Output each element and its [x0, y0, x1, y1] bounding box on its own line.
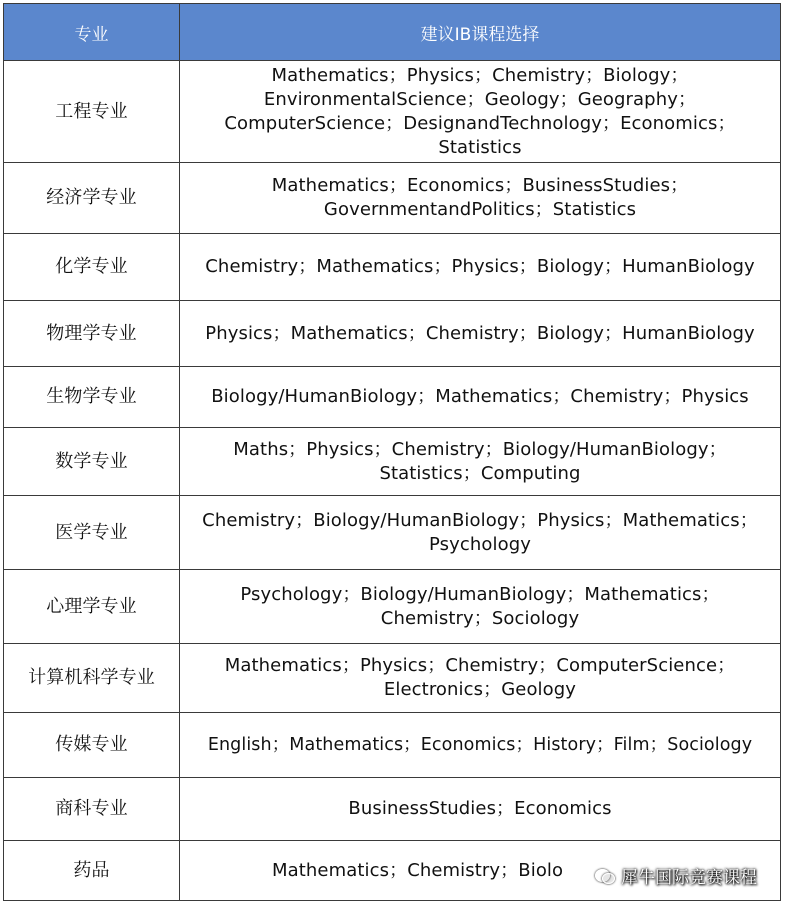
courses-cell: Chemistry；Mathematics；Physics；Biology；HumanBiology [180, 234, 781, 301]
courses-cell: Mathematics；Chemistry；Biolo [180, 841, 781, 901]
table-row [4, 570, 781, 644]
courses-cell: Maths；Physics；Chemistry；Biology/HumanBiology；Statistics；Computing [180, 428, 781, 496]
wechat-icon [595, 867, 615, 885]
table-row [4, 163, 781, 234]
courses-cell: Mathematics；Economics；BusinessStudies；GovernmentandPolitics；Statistics [180, 163, 781, 234]
course-table-container [3, 3, 780, 901]
table-header-row [4, 4, 781, 61]
courses-cell: BusinessStudies；Economics [180, 778, 781, 841]
table-row [4, 301, 781, 367]
major-cell: 心理学专业 [4, 570, 180, 644]
major-cell: 工程专业 [4, 61, 180, 163]
major-cell: 化学专业 [4, 234, 180, 301]
major-cell: 经济学专业 [4, 163, 180, 234]
courses-cell: Mathematics；Physics；Chemistry；ComputerScience；Electronics；Geology [180, 644, 781, 713]
courses-cell: Biology/HumanBiology；Mathematics；Chemistry；Physics [180, 367, 781, 428]
major-cell: 数学专业 [4, 428, 180, 496]
major-cell: 物理学专业 [4, 301, 180, 367]
courses-cell: Mathematics；Physics；Chemistry；Biology；EnvironmentalScience；Geology；Geography；ComputerScience；DesignandTechnology；Economics；Statistics [180, 61, 781, 163]
courses-cell: English；Mathematics；Economics；History；Film；Sociology [180, 713, 781, 778]
watermark [595, 863, 757, 888]
major-cell: 药品 [4, 841, 180, 901]
major-cell: 商科专业 [4, 778, 180, 841]
table-row [4, 778, 781, 841]
courses-cell: Psychology；Biology/HumanBiology；Mathematics；Chemistry；Sociology [180, 570, 781, 644]
table-row [4, 367, 781, 428]
header-courses: 建议IB课程选择 [180, 4, 781, 61]
major-cell: 医学专业 [4, 496, 180, 570]
courses-cell: Chemistry；Biology/HumanBiology；Physics；Mathematics；Psychology [180, 496, 781, 570]
ib-course-table [3, 3, 781, 901]
header-major: 专业 [4, 4, 180, 61]
major-cell: 传媒专业 [4, 713, 180, 778]
table-row [4, 234, 781, 301]
major-cell: 计算机科学专业 [4, 644, 180, 713]
table-row [4, 644, 781, 713]
major-cell: 生物学专业 [4, 367, 180, 428]
table-row [4, 428, 781, 496]
courses-cell: Physics；Mathematics；Chemistry；Biology；HumanBiology [180, 301, 781, 367]
table-row [4, 496, 781, 570]
table-row [4, 61, 781, 163]
watermark-text: 犀牛国际竞赛课程 [621, 868, 757, 888]
table-row [4, 713, 781, 778]
